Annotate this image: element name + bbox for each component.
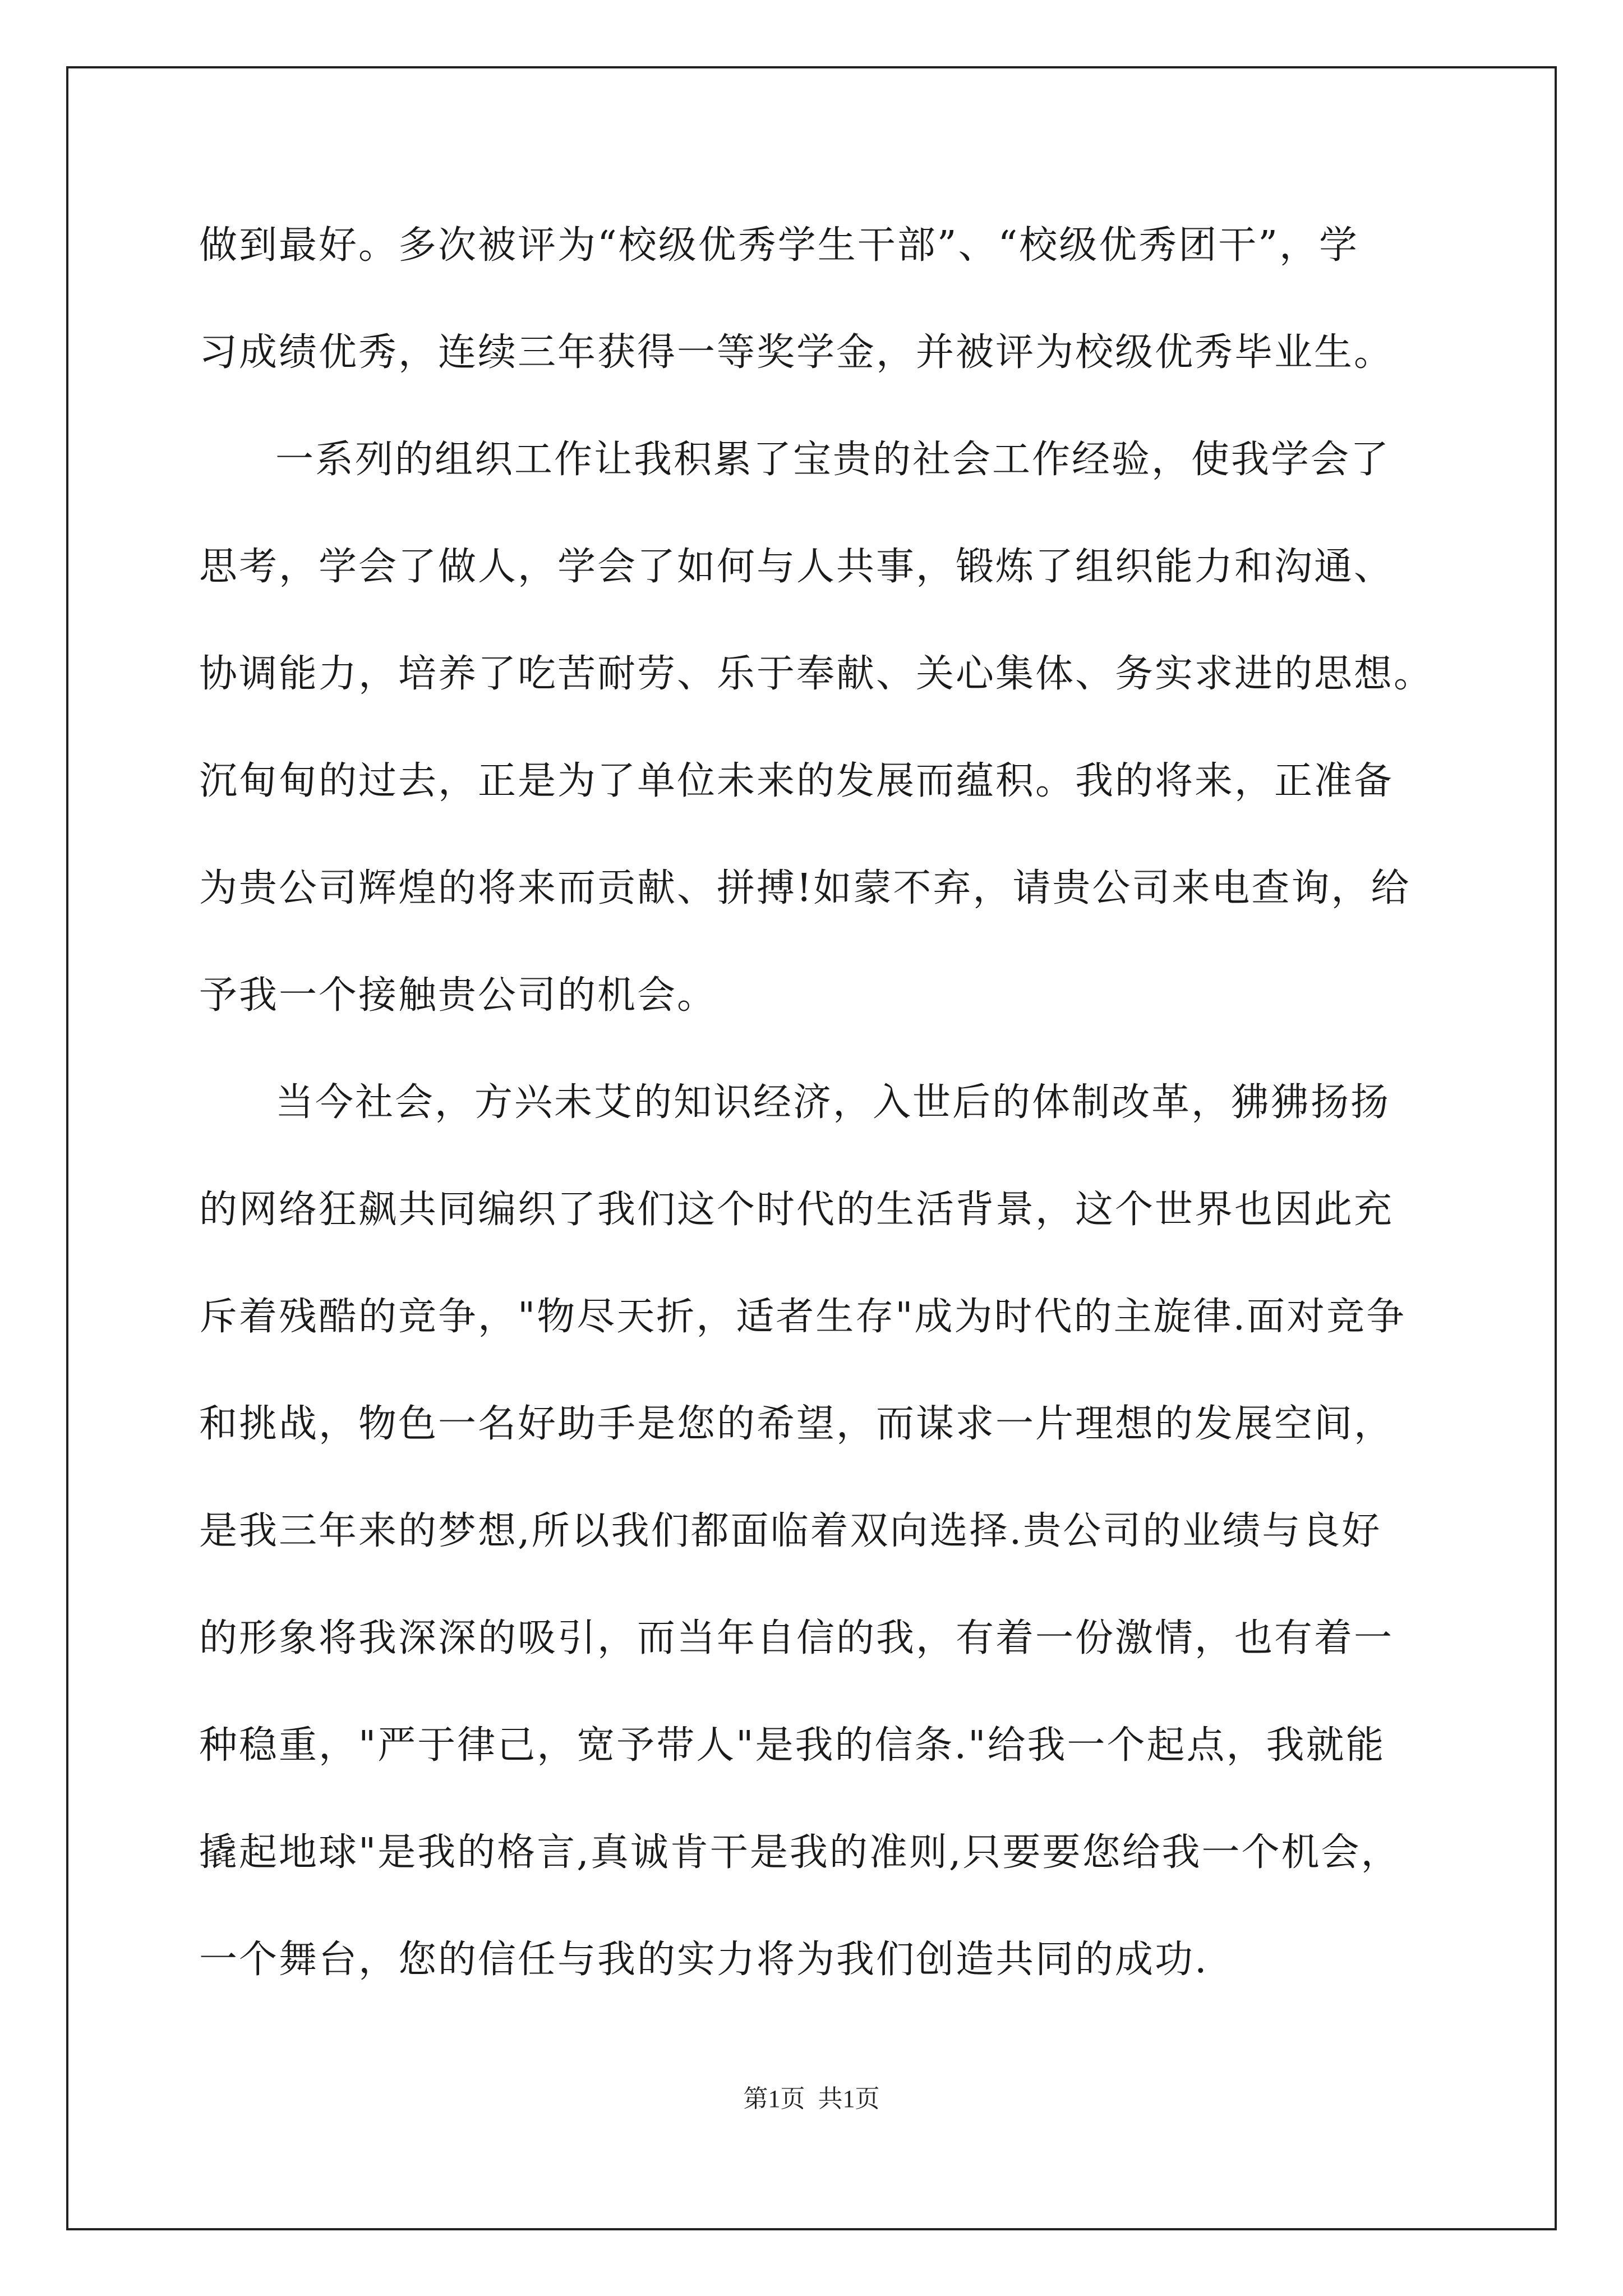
- paragraph-line: 为贵公司辉煌的将来而贡献、拼搏!如蒙不弃，请贵公司来电查询，给: [199, 866, 1411, 910]
- paragraph-line: 习成绩优秀，连续三年获得一等奖学金，并被评为校级优秀毕业生。: [199, 330, 1394, 375]
- paragraph-line: 沉甸甸的过去，正是为了单位未来的发展而蕴积。我的将来，正准备: [199, 759, 1394, 803]
- paragraph-line: 当今社会，方兴未艾的知识经济，入世后的体制改革，狒狒扬扬: [275, 1080, 1391, 1125]
- paragraph-line: 种稳重，"严于律己，宽予带人"是我的信条."给我一个起点，我就能: [199, 1723, 1386, 1768]
- paragraph-line: 斥着残酷的竞争，"物尽天折，适者生存"成为时代的主旋律.面对竞争: [199, 1295, 1407, 1339]
- paragraph-line: 一个舞台，您的信任与我的实力将为我们创造共同的成功.: [199, 1938, 1209, 1982]
- page-footer: [0, 2082, 1623, 2116]
- paragraph-line: 的形象将我深深的吸引，而当年自信的我，有着一份激情，也有着一: [199, 1616, 1394, 1660]
- paragraph-line: 思考，学会了做人，学会了如何与人共事，锻炼了组织能力和沟通、: [199, 545, 1394, 589]
- paragraph-line: 一系列的组织工作让我积累了宝贵的社会工作经验，使我学会了: [275, 438, 1391, 482]
- paragraph-line: 是我三年来的梦想,所以我们都面临着双向选择.贵公司的业绩与良好: [199, 1509, 1382, 1553]
- page-border: [66, 66, 1557, 2230]
- page-total: 共1页: [818, 2085, 880, 2113]
- paragraph-line: 予我一个接触贵公司的机会。: [199, 973, 717, 1018]
- paragraph-line: 和挑战，物色一名好助手是您的希望，而谋求一片理想的发展空间，: [199, 1402, 1394, 1446]
- paragraph-line: 的网络狂飙共同编织了我们这个时代的生活背景，这个世界也因此充: [199, 1188, 1394, 1232]
- paragraph-line: 协调能力，培养了吃苦耐劳、乐于奉献、关心集体、务实求进的思想。: [199, 652, 1434, 696]
- paragraph-line: 撬起地球"是我的格言,真诚肯干是我的准则,只要要您给我一个机会，: [199, 1830, 1401, 1875]
- paragraph-line: 做到最好。多次被评为“校级优秀学生干部”、“校级优秀团干”，学: [199, 223, 1359, 268]
- page-number: 第1页: [743, 2085, 805, 2113]
